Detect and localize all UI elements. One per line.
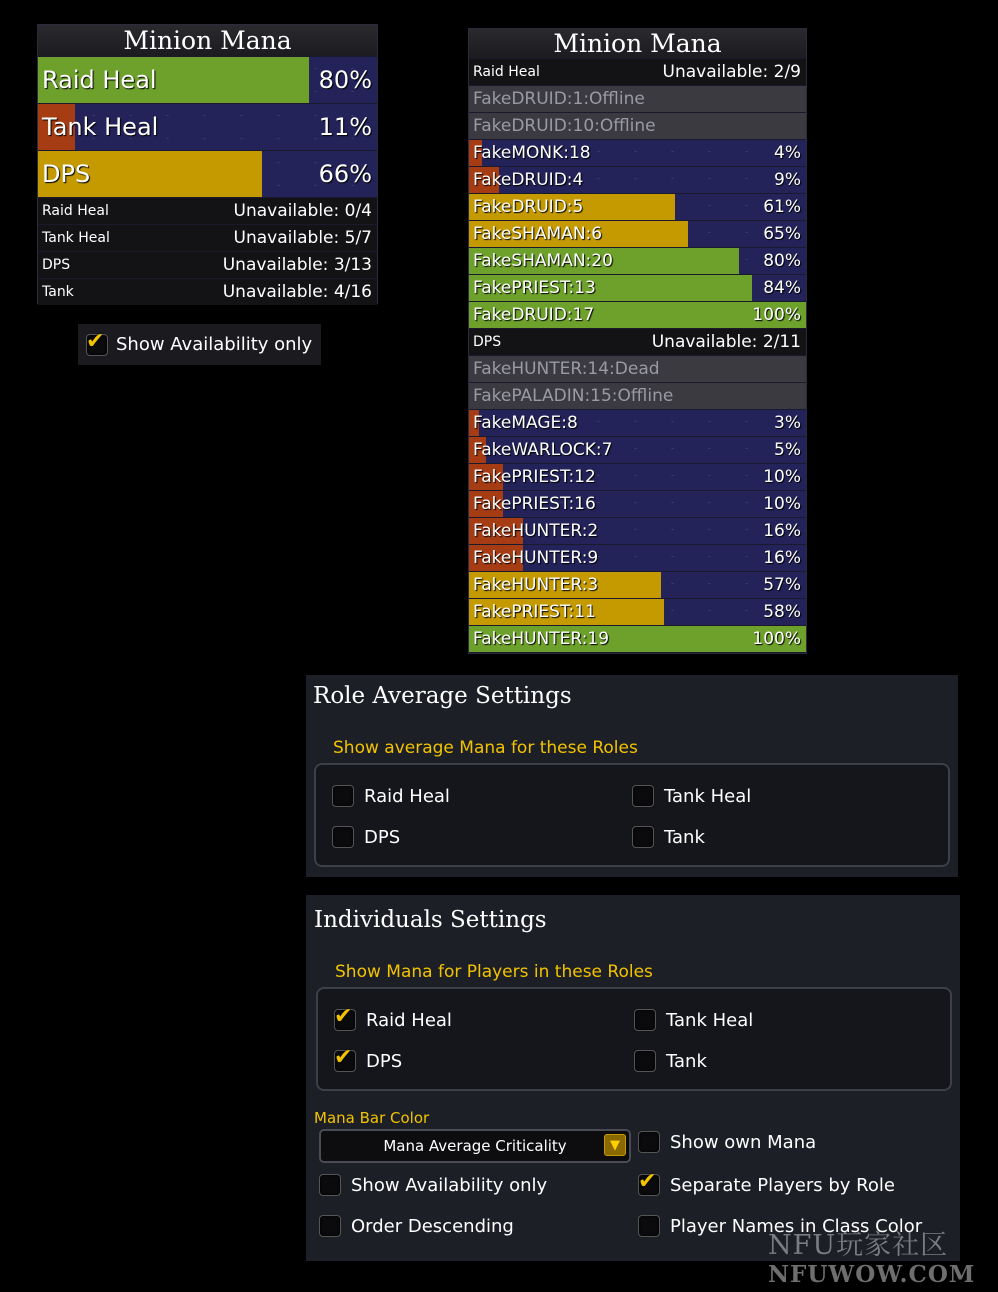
availability-count: Unavailable: 2/11 [651,332,801,352]
mana-bar-color-value: Mana Average Criticality [383,1137,567,1155]
individuals-settings-subtitle: Show Mana for Players in these Roles [335,962,653,982]
individual-option-dps[interactable] [334,1045,403,1072]
dropdown-arrow-icon[interactable]: ▼ [604,1134,626,1156]
role-option-checkbox[interactable] [332,826,354,848]
unavailable-player-row [469,356,806,382]
checkmark-icon: ✔ [334,1004,353,1029]
availability-role: DPS [473,334,502,350]
availability-role: Raid Heal [473,64,540,80]
individuals-settings [306,895,960,1261]
left-panel-title: Minion Mana [38,25,377,56]
availability-row [469,329,806,355]
order-descending-checkbox[interactable] [319,1215,341,1237]
individuals-settings-title: Individuals Settings [314,907,547,933]
role-option-label: Tank Heal [664,785,752,807]
role-option-label: DPS [364,826,401,848]
role-bar-dps [38,151,377,197]
role-settings-subtitle: Show average Mana for these Roles [333,738,638,758]
player-name: FakePRIEST:16 [473,494,596,514]
player-mana-bar [469,302,806,328]
player-mana-percent: 16% [763,521,801,541]
availability-role: DPS [42,257,71,273]
availability-row [38,252,377,278]
mana-bar-color-label: Mana Bar Color [314,1109,430,1127]
right-panel-title: Minion Mana [469,29,806,58]
player-mana-bar [469,437,806,463]
player-mana-bar [469,599,806,625]
availability-row [469,59,806,85]
player-mana-bar [469,167,806,193]
availability-only-checkbox[interactable] [86,328,108,356]
order-descending-toggle[interactable] [319,1215,514,1237]
individuals-role-group [316,987,952,1091]
availability-count: Unavailable: 2/9 [662,62,801,82]
checkmark-icon: ✔ [638,1169,657,1194]
show-availability-only-label: Show Availability only [351,1174,548,1196]
player-name: FakeMONK:18 [473,143,591,163]
unavailable-player-row [469,383,806,409]
individual-option-checkbox[interactable] [334,1004,356,1031]
separate-players-by-role-toggle[interactable] [638,1169,895,1196]
role-option-checkbox[interactable] [632,785,654,807]
player-mana-percent: 3% [774,413,801,433]
player-names-class-color-checkbox[interactable] [638,1215,660,1237]
role-bar-tank-heal [38,104,377,150]
role-option-dps[interactable] [332,826,400,848]
checkmark-icon: ✔ [334,1045,353,1070]
player-name: FakeSHAMAN:20 [473,251,613,271]
player-mana-percent: 58% [763,602,801,622]
unavailable-player-row [469,86,806,112]
player-mana-percent: 80% [763,251,801,271]
availability-row [38,279,377,305]
player-mana-bar [469,572,806,598]
availability-role: Raid Heal [42,203,109,219]
individual-option-label: DPS [366,1050,403,1072]
player-name: FakeHUNTER:3 [473,575,599,595]
individual-option-label: Tank [666,1050,707,1072]
player-mana-percent: 100% [752,629,801,649]
role-option-checkbox[interactable] [332,785,354,807]
show-own-mana-label: Show own Mana [670,1131,817,1153]
player-mana-bar [469,248,806,274]
player-mana-percent: 100% [752,305,801,325]
player-mana-percent: 84% [763,278,801,298]
player-mana-percent: 4% [774,143,801,163]
role-option-label: Tank [664,826,705,848]
role-option-raid-heal[interactable] [332,785,450,807]
role-bar-percent: 80% [318,66,372,94]
player-name: FakeHUNTER:9 [473,548,599,568]
mana-bar-color-dropdown[interactable] [319,1129,631,1163]
player-mana-bar [469,626,806,652]
role-average-settings [306,675,958,877]
player-mana-bar [469,221,806,247]
player-mana-bar [469,194,806,220]
availability-role: Tank [42,284,74,300]
player-name: FakeSHAMAN:6 [473,224,603,244]
player-names-class-color-label: Player Names in Class Color [670,1215,923,1237]
left-mana-panel [37,24,378,304]
player-name: FakeDRUID:5 [473,197,584,217]
individual-option-checkbox[interactable] [634,1009,656,1031]
player-mana-bar [469,275,806,301]
order-descending-label: Order Descending [351,1215,514,1237]
role-bar-percent: 11% [318,113,372,141]
player-mana-bar [469,518,806,544]
availability-count: Unavailable: 3/13 [222,255,372,275]
player-name: FakePRIEST:12 [473,467,596,487]
role-bar-raid-heal [38,57,377,103]
player-mana-bar [469,491,806,517]
watermark-top: NFU玩家社区 [768,1230,949,1261]
availability-count: Unavailable: 0/4 [233,201,372,221]
role-option-checkbox[interactable] [632,826,654,848]
player-rows [469,59,806,652]
player-name: FakeMAGE:8 [473,413,578,433]
player-name: FakeDRUID:1:Offline [473,89,645,109]
availability-role: Tank Heal [42,230,110,246]
player-name: FakeDRUID:10:Offline [473,116,656,136]
individual-option-tank[interactable] [634,1050,707,1072]
player-name: FakeHUNTER:19 [473,629,610,649]
individual-option-label: Tank Heal [666,1009,754,1031]
player-name: FakeDRUID:17 [473,305,595,325]
watermark [768,1230,993,1290]
player-mana-percent: 9% [774,170,801,190]
availability-row [38,198,377,224]
role-option-tank-heal[interactable] [632,785,751,807]
player-mana-bar [469,410,806,436]
player-mana-percent: 57% [763,575,801,595]
checkmark-icon: ✔ [86,328,105,354]
role-bar-label: Tank Heal [42,113,159,141]
show-own-mana-toggle[interactable] [638,1131,816,1153]
individual-option-checkbox[interactable] [634,1050,656,1072]
right-mana-panel [468,28,807,654]
player-name: FakePRIEST:13 [473,278,596,298]
individual-option-raid-heal[interactable] [334,1004,452,1031]
role-settings-group [314,763,950,867]
availability-only-label: Show Availability only [116,334,313,355]
role-option-label: Raid Heal [364,785,450,807]
role-bar-label: DPS [42,160,91,188]
player-name: FakePALADIN:15:Offline [473,386,674,406]
player-mana-percent: 5% [774,440,801,460]
availability-count: Unavailable: 5/7 [233,228,372,248]
role-bar-label: Raid Heal [42,66,157,94]
separate-players-by-role-checkbox[interactable] [638,1169,660,1196]
role-bar-percent: 66% [318,160,372,188]
availability-row [38,225,377,251]
player-mana-percent: 10% [763,494,801,514]
individual-option-label: Raid Heal [366,1009,452,1031]
show-availability-only-checkbox[interactable] [319,1174,341,1196]
player-mana-bar [469,140,806,166]
player-mana-percent: 16% [763,548,801,568]
role-option-tank[interactable] [632,826,705,848]
availability-only-toggle[interactable] [78,324,321,365]
player-name: FakeHUNTER:14:Dead [473,359,660,379]
individual-option-checkbox[interactable] [334,1045,356,1072]
separate-players-by-role-label: Separate Players by Role [670,1174,895,1196]
player-mana-bar [469,464,806,490]
unavailable-player-row [469,113,806,139]
player-mana-percent: 61% [763,197,801,217]
player-mana-percent: 10% [763,467,801,487]
individual-option-tank-heal[interactable] [634,1009,753,1031]
watermark-bottom: NFUWOW.COM [768,1261,976,1288]
player-mana-percent: 65% [763,224,801,244]
player-mana-bar [469,545,806,571]
availability-count: Unavailable: 4/16 [222,282,372,302]
player-name: FakePRIEST:11 [473,602,596,622]
role-settings-title: Role Average Settings [313,683,572,709]
player-name: FakeDRUID:4 [473,170,584,190]
player-name: FakeWARLOCK:7 [473,440,613,460]
player-name: FakeHUNTER:2 [473,521,599,541]
show-own-mana-checkbox[interactable] [638,1131,660,1153]
show-availability-only-toggle[interactable] [319,1174,547,1196]
